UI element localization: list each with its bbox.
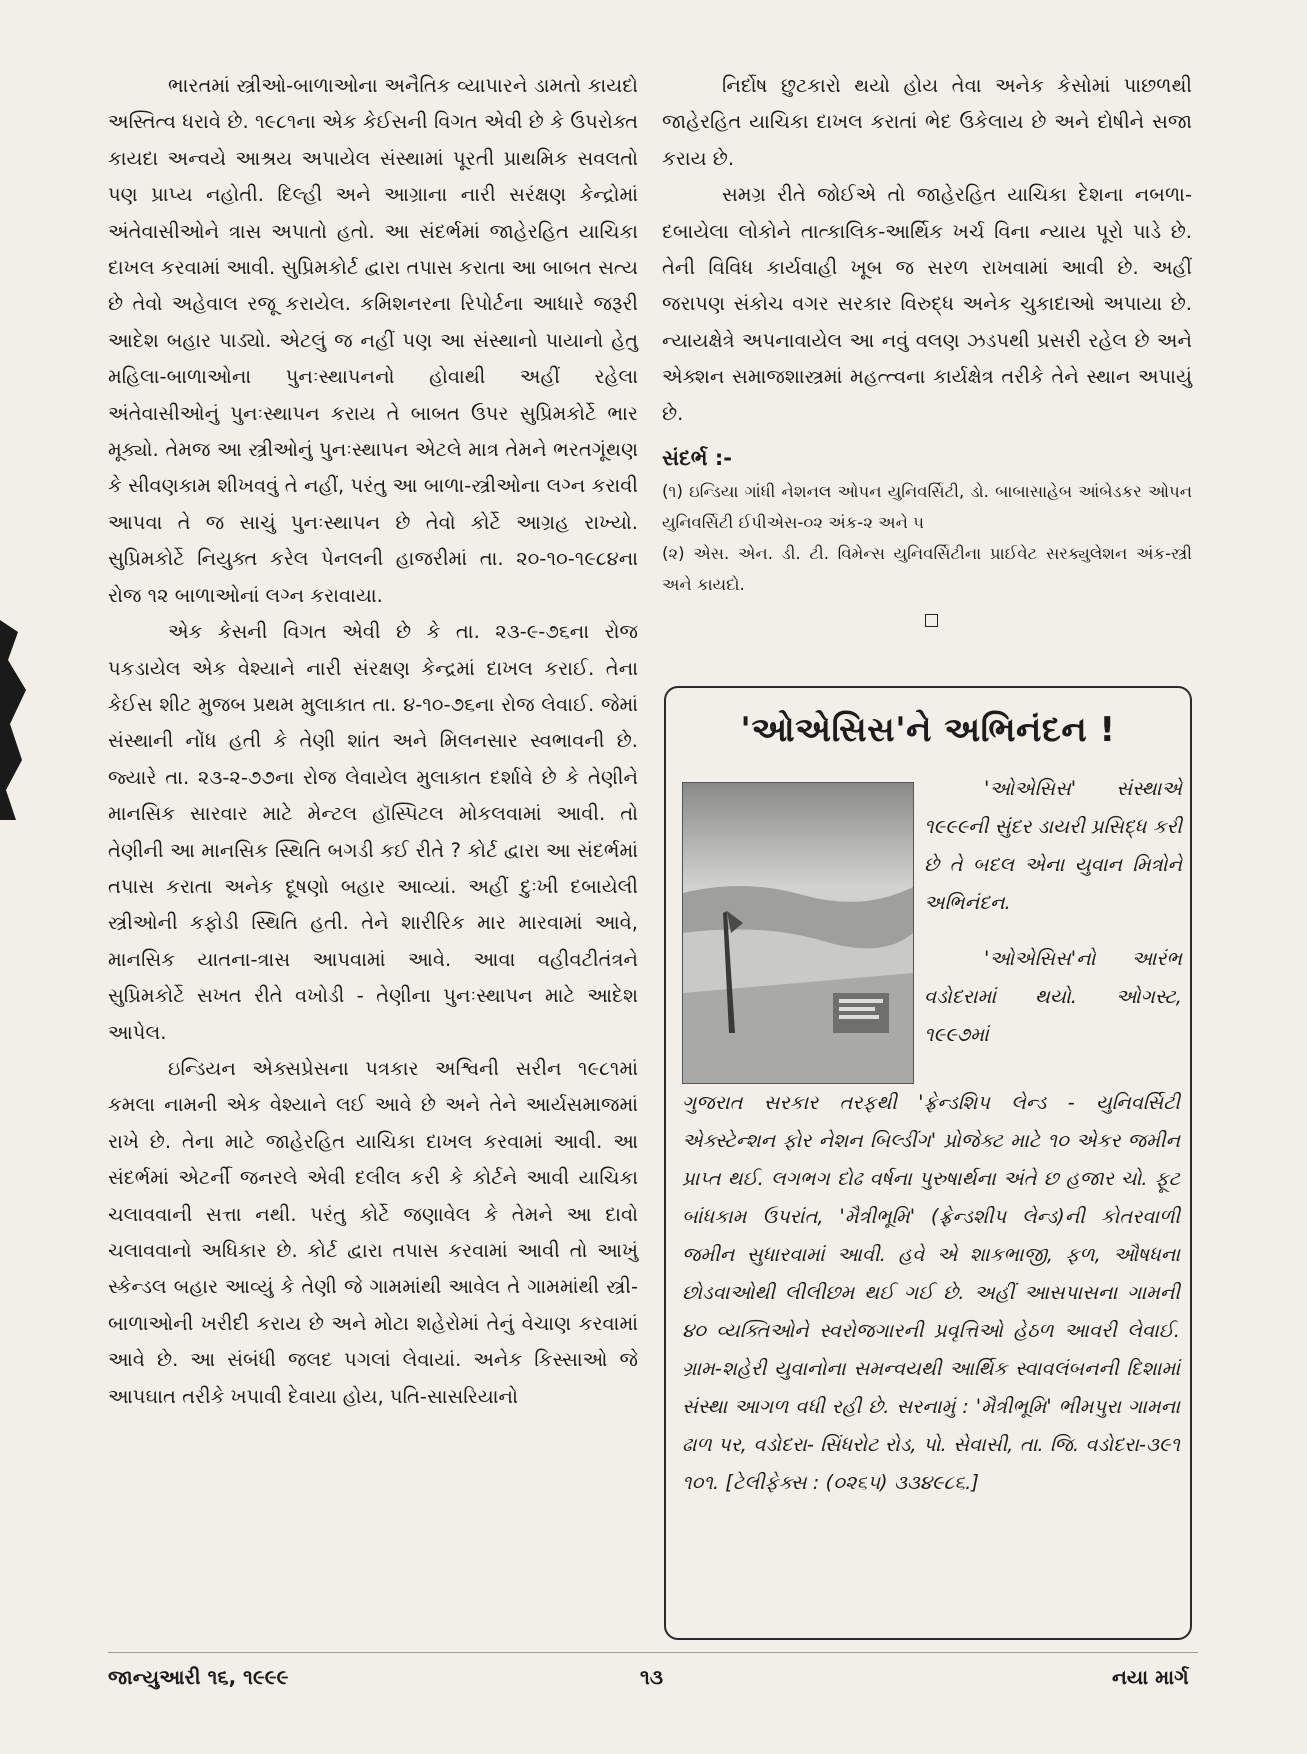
oasis-announcement-box: [664, 686, 1192, 1640]
box-origin-text: 'ઓએસિસ'નો આરંભ વડોદરામાં થયો. ઓગસ્ટ, ૧૯૯૭માં: [924, 947, 1182, 1046]
left-column: [108, 68, 638, 1415]
right-column: [662, 68, 1192, 627]
box-side-text: [924, 770, 1182, 1054]
diary-cover-photo: [682, 782, 914, 1084]
end-of-article-mark: [925, 614, 938, 627]
box-full-text: ગુજરાત સરકાર તરફથી 'ફ્રેન્ડશિપ લેન્ડ - યુનિવર્સિટી એક્સ્ટેન્શન ફોર નેશન બિલ્ડીંગ' પ્રોજેક્ટ માટે ૧૦ એકર જમીન પ્રાપ્ત થઈ. લગભગ દોઢ વર્ષના પુરુષાર્થના અંતે છ હજાર ચો. ફૂટ બાંધકામ ઉપરાંત, 'મૈત્રીભૂમિ' (ફ્રેન્ડશીપ લેન્ડ)ની કોતરવાળી જમીન સુધારવામાં આવી. હવે એ શાકભાજી, ફળ, ઔષધના છોડવાઓથી લીલીછમ થઈ ગઈ છે. અહીં આસપાસના ગામની ૪૦ વ્યક્તિઓને સ્વરોજગારની પ્રવૃત્તિઓ હેઠળ આવરી લેવાઈ. ગ્રામ-શહેરી યુવાનોના સમન્વયથી આર્થિક સ્વાવલંબનની દિશામાં સંસ્થા આગળ વધી રહી છે. સરનામું : 'મૈત્રીભૂમિ' ભીમપુરા ગામના ઢાળ પર, વડોદરા- સિંધરોટ રોડ, પો. સેવાસી, તા. જિ. વડોદરા-૩૯૧ ૧૦૧. [ટેલીફેક્સ : (૦૨૬૫) ૩૩૪૯૮૬.]: [682, 1091, 1180, 1494]
footer-date: જાન્યુઆરી ૧૬, ૧૯૯૯: [108, 1665, 289, 1689]
paragraph-3: ઇન્ડિયન એક્સપ્રેસના પત્રકાર અશ્વિની સરીન ૧૯૮૧માં કમલા નામની એક વેશ્યાને લઈ આવે છે અને તેને આર્યસમાજમાં રાખે છે. તેના માટે જાહેરહિત યાચિકા દાખલ કરવામાં આવી. આ સંદર્ભમાં એટર્ની જનરલે એવી દલીલ કરી કે કોર્ટને આવી યાચિકા ચલાવવાની સત્તા નથી. પરંતુ કોર્ટે જણાવેલ કે તેમને આ દાવો ચલાવવાનો અધિકાર છે. કોર્ટ દ્વારા તપાસ કરવામાં આવી તો આખું સ્કેન્ડલ બહાર આવ્યું કે તેણી જે ગામમાંથી આવેલ તે ગામમાંથી સ્ત્રી-બાળાઓની ખરીદી કરાય છે અને મોટા શહેરોમાં તેનું વેચાણ કરવામાં આવે છે. આ સંબંધી જલદ પગલાં લેવાયાં. અનેક કિસ્સાઓ જે આપઘાત તરીકે ખપાવી દેવાયા હોય, પતિ-સાસરિયાનો: [108, 1056, 638, 1408]
references-heading: સંદર્ભ :-: [662, 446, 732, 471]
footer-divider: [108, 1652, 1198, 1653]
paragraph-2: એક કેસની વિગત એવી છે કે તા. ૨૩-૯-૭૬ના રોજ પકડાયેલ એક વેશ્યાને નારી સંરક્ષણ કેન્દ્રમાં દાખલ કરાઈ. તેના કેઈસ શીટ મુજબ પ્રથમ મુલાકાત તા. ૪-૧૦-૭૬ના રોજ લેવાઈ. જેમાં સંસ્થાની નોંધ હતી કે તેણી શાંત અને મિલનસાર સ્વભાવની છે. જ્યારે તા. ૨૩-૨-૭૭ના રોજ લેવાયેલ મુલાકાત દર્શાવે છે કે તેણીને માનસિક સારવાર માટે મેન્ટલ હૉસ્પિટલ મોકલવામાં આવી. તો તેણીની આ માનસિક સ્થિતિ બગડી કઈ રીતે ? કોર્ટ દ્વારા આ સંદર્ભમાં તપાસ કરાતા અનેક દૂષણો બહાર આવ્યાં. અહીં દુઃખી દબાયેલી સ્ત્રીઓની કફોડી સ્થિતિ હતી. તેને શારીરિક માર મારવામાં આવે, માનસિક યાતના-ત્રાસ આપવામાં આવે. આવા વહીવટીતંત્રને સુપ્રિમકોર્ટે સખત રીતે વખોડી - તેણીના પુનઃસ્થાપન માટે આદેશ આપેલ.: [108, 620, 638, 1044]
reference-item-2: (૨) એસ. એન. ડી. ટી. વિમેન્સ યુનિવર્સિટીના પ્રાઈવેટ સરક્યુલેશન અંક-સ્ત્રી અને કાયદો.: [662, 544, 1192, 595]
box-title: 'ઓએસિસ'ને અભિનંદન !: [740, 710, 1116, 750]
reference-item-1: (૧) ઇન્ડિયા ગાંધી નેશનલ ઓપન યુનિવર્સિટી, ડો. બાબાસાહેબ આંબેડકર ઓપન યુનિવર્સિટી ઈપીએસ-૦૨ અંક-૨ અને ૫: [662, 482, 1192, 533]
torn-edge-decoration: [0, 620, 34, 820]
paragraph-continuation: નિર્દોષ છુટકારો થયો હોય તેવા અનેક કેસોમાં પાછળથી જાહેરહિત યાચિકા દાખલ કરાતાં ભેદ ઉકેલાય છે અને દોષીને સજા કરાય છે.: [662, 74, 1192, 170]
box-congratulation-text: 'ઓએસિસ' સંસ્થાએ ૧૯૯૯ની સુંદર ડાયરી પ્રસિદ્ધ કરી છે તે બદલ એના યુવાન મિત્રોને અભિનંદન.: [924, 777, 1182, 914]
publication-name: નયા માર્ગ: [1112, 1665, 1189, 1689]
paragraph-1: ભારતમાં સ્ત્રીઓ-બાળાઓના અનૈતિક વ્યાપારને ડામતો કાયદો અસ્તિત્વ ધરાવે છે. ૧૯૮૧ના એક કેઈસની વિગત એવી છે કે ઉપરોક્ત કાયદા અન્વયે આશ્રય અપાયેલ સંસ્થામાં પૂરતી પ્રાથમિક સવલતો પણ પ્રાપ્ય નહોતી. દિલ્હી અને આગ્રાના નારી સરંક્ષણ કેન્દ્રોમાં અંતેવાસીઓને ત્રાસ અપાતો હતો. આ સંદર્ભમાં જાહેરહિત યાચિકા દાખલ કરવામાં આવી. સુપ્રિમકોર્ટ દ્વારા તપાસ કરાતા આ બાબત સત્ય છે તેવો અહેવાલ રજૂ કરાયેલ. કમિશનરના રિપોર્ટના આધારે જરૂરી આદેશ બહાર પાડ્યો. એટલું જ નહીં પણ આ સંસ્થાનો પાયાનો હેતુ મહિલા-બાળાઓના પુનઃસ્થાપનનો હોવાથી અહીં રહેલા અંતેવાસીઓનું પુનઃસ્થાપન કરાય તે બાબત ઉપર સુપ્રિમકોર્ટે ભાર મૂક્યો. તેમજ આ સ્ત્રીઓનું પુનઃસ્થાપન એટલે માત્ર તેમને ભરતગૂંથણ કે સીવણકામ શીખવવું તે નહીં, પરંતુ આ બાળા-સ્ત્રીઓના લગ્ન કરાવી આપવા તે જ સાચું પુનઃસ્થાપન છે તેવો કોર્ટે આગ્રહ રાખ્યો. સુપ્રિમકોર્ટે નિયુક્ત કરેલ પેનલની હાજરીમાં તા. ૨૦-૧૦-૧૯૮૪ના રોજ ૧૨ બાળાઓનાં લગ્ન કરાવાયા.: [108, 74, 638, 607]
page-number: ૧૩: [640, 1665, 664, 1689]
paragraph-conclusion: સમગ્ર રીતે જોઈએ તો જાહેરહિત યાચિકા દેશના નબળા-દબાયેલા લોકોને તાત્કાલિક-આર્થિક ખર્ચ વિના ન્યાય પૂરો પાડે છે. તેની વિવિધ કાર્યવાહી ખૂબ જ સરળ રાખવામાં આવી છે. અહીં જરાપણ સંકોચ વગર સરકાર વિરુદ્ધ અનેક ચુકાદાઓ અપાયા છે. ન્યાયક્ષેત્રે અપનાવાયેલ આ નવું વલણ ઝડપથી પ્રસરી રહેલ છે અને એક્શન સમાજશાસ્ત્રમાં મહત્ત્વના કાર્યક્ષેત્ર તરીકે તેને સ્થાન અપાયું છે.: [662, 183, 1192, 425]
